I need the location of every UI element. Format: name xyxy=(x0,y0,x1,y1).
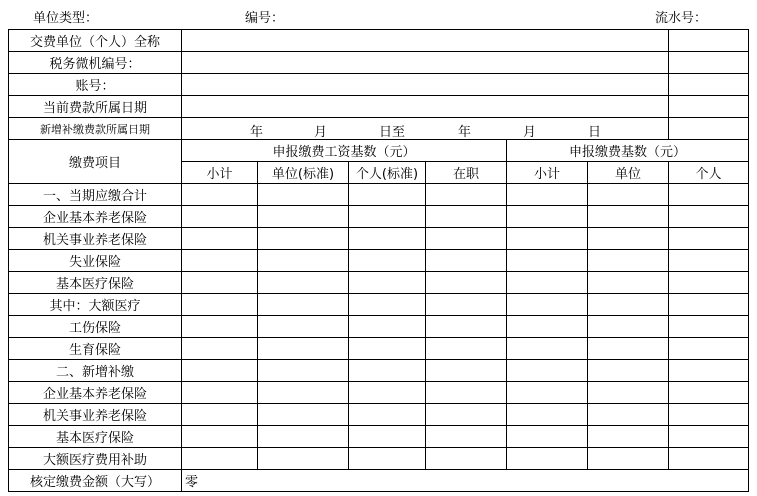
item-label: 二、新增补缴 xyxy=(9,360,182,382)
amount-cell[interactable] xyxy=(349,206,426,228)
item-label: 生育保险 xyxy=(9,338,182,360)
amount-cell[interactable] xyxy=(349,316,426,338)
item-label: 企业基本养老保险 xyxy=(9,382,182,404)
number-label: 编号： xyxy=(245,11,285,26)
amount-cell[interactable] xyxy=(588,360,669,382)
amount-cell[interactable] xyxy=(426,404,507,426)
amount-cell[interactable] xyxy=(669,316,749,338)
amount-cell[interactable] xyxy=(258,338,349,360)
amount-cell[interactable] xyxy=(182,382,258,404)
table-row xyxy=(9,448,749,470)
total-row xyxy=(9,470,749,492)
amount-cell[interactable] xyxy=(588,448,669,470)
amount-cell[interactable] xyxy=(258,448,349,470)
wage-unit-standard-header: 单位(标准) xyxy=(258,162,349,184)
amount-cell[interactable] xyxy=(349,404,426,426)
tax-id-extra[interactable] xyxy=(669,52,749,74)
header-group-row xyxy=(9,140,749,162)
amount-cell[interactable] xyxy=(669,426,749,448)
wage-employed-header: 在职 xyxy=(426,162,507,184)
current-period-label: 当前费款所属日期 xyxy=(9,96,182,118)
item-label: 机关事业养老保险 xyxy=(9,404,182,426)
amount-cell[interactable] xyxy=(507,360,588,382)
amount-cell[interactable] xyxy=(258,316,349,338)
amount-cell[interactable] xyxy=(669,228,749,250)
amount-cell[interactable] xyxy=(669,338,749,360)
amount-cell[interactable] xyxy=(507,184,588,206)
base-subtotal-header: 小计 xyxy=(507,162,588,184)
amount-cell[interactable] xyxy=(507,206,588,228)
amount-cell[interactable] xyxy=(426,272,507,294)
amount-cell[interactable] xyxy=(426,382,507,404)
wage-personal-standard-header: 个人(标准) xyxy=(349,162,426,184)
amount-cell[interactable] xyxy=(182,404,258,426)
amount-cell[interactable] xyxy=(588,338,669,360)
amount-cell[interactable] xyxy=(507,294,588,316)
amount-cell[interactable] xyxy=(182,272,258,294)
base-personal-header: 个人 xyxy=(669,162,749,184)
amount-cell[interactable] xyxy=(669,272,749,294)
current-period-value[interactable] xyxy=(182,96,669,118)
amount-cell[interactable] xyxy=(349,426,426,448)
total-amount-label: 核定缴费金额（大写） xyxy=(9,470,182,492)
table-row xyxy=(9,404,749,426)
amount-cell[interactable] xyxy=(426,360,507,382)
amount-cell[interactable] xyxy=(182,426,258,448)
account-label: 账号： xyxy=(9,74,182,96)
amount-cell[interactable] xyxy=(669,250,749,272)
amount-cell[interactable] xyxy=(507,250,588,272)
tax-id-value[interactable] xyxy=(182,52,669,74)
amount-cell[interactable] xyxy=(182,250,258,272)
amount-cell[interactable] xyxy=(426,316,507,338)
amount-cell[interactable] xyxy=(507,228,588,250)
amount-cell[interactable] xyxy=(507,382,588,404)
amount-cell[interactable] xyxy=(588,404,669,426)
amount-cell[interactable] xyxy=(349,184,426,206)
amount-cell[interactable] xyxy=(588,272,669,294)
amount-cell[interactable] xyxy=(258,250,349,272)
item-label: 企业基本养老保险 xyxy=(9,206,182,228)
amount-cell[interactable] xyxy=(182,448,258,470)
amount-cell[interactable] xyxy=(507,272,588,294)
amount-cell[interactable] xyxy=(588,228,669,250)
amount-cell[interactable] xyxy=(507,448,588,470)
table-row xyxy=(9,294,749,316)
year-to-label: 年 xyxy=(458,125,472,140)
amount-cell[interactable] xyxy=(349,338,426,360)
item-label: 其中：大额医疗 xyxy=(9,294,182,316)
day-to-label: 日至 xyxy=(379,125,406,140)
amount-cell[interactable] xyxy=(426,228,507,250)
amount-cell[interactable] xyxy=(588,184,669,206)
amount-cell[interactable] xyxy=(258,228,349,250)
item-column-header: 缴费项目 xyxy=(9,140,182,184)
amount-cell[interactable] xyxy=(669,382,749,404)
amount-cell[interactable] xyxy=(426,294,507,316)
current-period-extra[interactable] xyxy=(669,96,749,118)
amount-cell[interactable] xyxy=(182,206,258,228)
amount-cell[interactable] xyxy=(588,426,669,448)
amount-cell[interactable] xyxy=(182,184,258,206)
amount-cell[interactable] xyxy=(258,294,349,316)
amount-cell[interactable] xyxy=(669,294,749,316)
amount-cell[interactable] xyxy=(426,250,507,272)
info-row-supplement-period xyxy=(9,118,749,140)
item-label: 基本医疗保险 xyxy=(9,272,182,294)
day-to-end-label: 日 xyxy=(588,125,602,140)
amount-cell[interactable] xyxy=(669,448,749,470)
supplement-period-dates[interactable] xyxy=(182,118,669,140)
amount-cell[interactable] xyxy=(258,184,349,206)
amount-cell[interactable] xyxy=(349,250,426,272)
amount-cell[interactable] xyxy=(426,448,507,470)
supplement-period-extra[interactable] xyxy=(669,118,749,140)
amount-cell[interactable] xyxy=(182,294,258,316)
amount-cell[interactable] xyxy=(588,294,669,316)
amount-cell[interactable] xyxy=(588,316,669,338)
contribution-base-group-header: 申报缴费基数（元） xyxy=(507,140,749,162)
amount-cell[interactable] xyxy=(426,426,507,448)
info-row-tax-id xyxy=(9,52,749,74)
amount-cell[interactable] xyxy=(349,448,426,470)
amount-cell[interactable] xyxy=(507,426,588,448)
amount-cell[interactable] xyxy=(669,360,749,382)
amount-cell[interactable] xyxy=(669,404,749,426)
table-row xyxy=(9,272,749,294)
amount-cell[interactable] xyxy=(669,206,749,228)
amount-cell[interactable] xyxy=(349,272,426,294)
table-row xyxy=(9,228,749,250)
supplement-period-label: 新增补缴费款所属日期 xyxy=(9,118,182,140)
item-label: 大额医疗费用补助 xyxy=(9,448,182,470)
table-row xyxy=(9,184,749,206)
serial-number-label: 流水号： xyxy=(655,11,708,26)
base-unit-header: 单位 xyxy=(588,162,669,184)
table-row xyxy=(9,250,749,272)
fullname-extra[interactable] xyxy=(669,30,749,52)
account-extra[interactable] xyxy=(669,74,749,96)
item-label: 失业保险 xyxy=(9,250,182,272)
amount-cell[interactable] xyxy=(182,338,258,360)
amount-cell[interactable] xyxy=(507,316,588,338)
month-from-label: 月 xyxy=(314,125,328,140)
amount-cell[interactable] xyxy=(258,404,349,426)
fullname-value[interactable] xyxy=(182,30,669,52)
amount-cell[interactable] xyxy=(507,338,588,360)
amount-cell[interactable] xyxy=(426,184,507,206)
amount-cell[interactable] xyxy=(258,206,349,228)
amount-cell[interactable] xyxy=(588,250,669,272)
info-row-fullname xyxy=(9,30,749,52)
table-row xyxy=(9,360,749,382)
item-label: 一、当期应缴合计 xyxy=(9,184,182,206)
amount-cell[interactable] xyxy=(258,426,349,448)
item-label: 工伤保险 xyxy=(9,316,182,338)
info-row-current-period xyxy=(9,96,749,118)
item-label: 机关事业养老保险 xyxy=(9,228,182,250)
account-value[interactable] xyxy=(182,74,669,96)
info-row-account xyxy=(9,74,749,96)
amount-cell[interactable] xyxy=(426,338,507,360)
total-amount-value[interactable]: 零 xyxy=(182,470,749,492)
amount-cell[interactable] xyxy=(349,360,426,382)
table-row xyxy=(9,426,749,448)
amount-cell[interactable] xyxy=(182,316,258,338)
year-from-label: 年 xyxy=(250,125,264,140)
month-to-label: 月 xyxy=(523,125,537,140)
amount-cell[interactable] xyxy=(426,206,507,228)
payment-declaration-table xyxy=(8,29,749,492)
amount-cell[interactable] xyxy=(182,228,258,250)
table-row xyxy=(9,316,749,338)
amount-cell[interactable] xyxy=(349,382,426,404)
wage-subtotal-header: 小计 xyxy=(182,162,258,184)
amount-cell[interactable] xyxy=(588,206,669,228)
unit-type-label: 单位类型： xyxy=(33,11,99,26)
amount-cell[interactable] xyxy=(349,294,426,316)
tax-id-label: 税务微机编号： xyxy=(9,52,182,74)
fullname-label: 交费单位（个人）全称 xyxy=(9,30,182,52)
table-row xyxy=(9,382,749,404)
amount-cell[interactable] xyxy=(258,360,349,382)
amount-cell[interactable] xyxy=(588,382,669,404)
amount-cell[interactable] xyxy=(258,382,349,404)
amount-cell[interactable] xyxy=(507,404,588,426)
amount-cell[interactable] xyxy=(669,184,749,206)
amount-cell[interactable] xyxy=(258,272,349,294)
wage-base-group-header: 申报缴费工资基数（元） xyxy=(182,140,507,162)
table-row xyxy=(9,206,749,228)
amount-cell[interactable] xyxy=(349,228,426,250)
amount-cell[interactable] xyxy=(182,360,258,382)
table-row xyxy=(9,338,749,360)
item-label: 基本医疗保险 xyxy=(9,426,182,448)
